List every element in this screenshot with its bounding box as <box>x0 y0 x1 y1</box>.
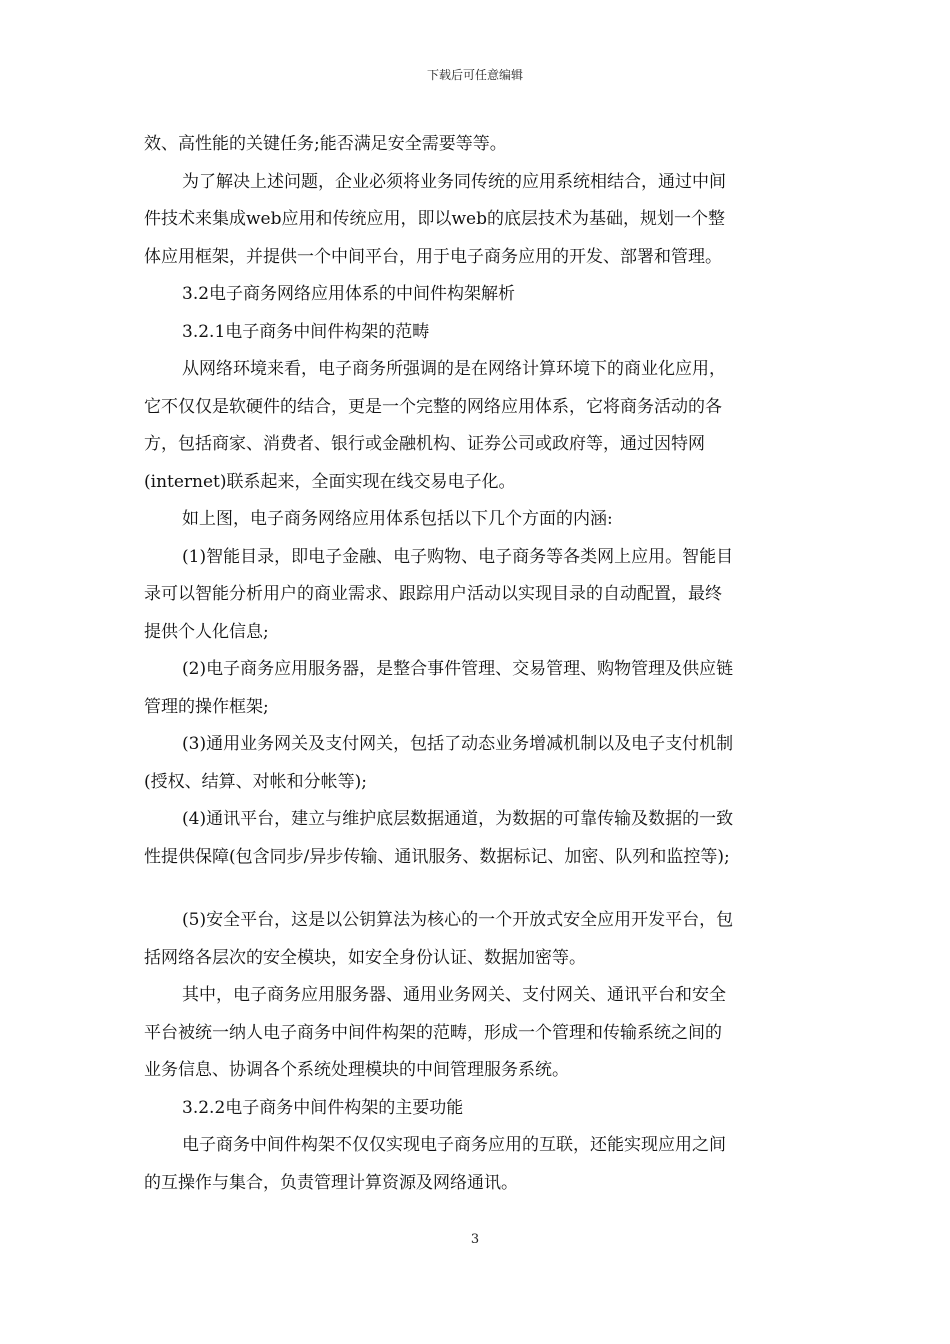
paragraph-line: (internet)联系起来，全面实现在线交易电子化。 <box>144 471 516 492</box>
paragraph-line: 从网络环境来看，电子商务所强调的是在网络计算环境下的商业化应用， <box>182 359 726 379</box>
list-item-line: (2)电子商务应用服务器，是整合事件管理、交易管理、购物管理及供应链 <box>182 659 734 679</box>
paragraph-line: 它不仅仅是软硬件的结合，更是一个完整的网络应用体系，它将商务活动的各 <box>144 396 722 417</box>
paragraph-line: 的互操作与集合，负责管理计算资源及网络通讯。 <box>144 1172 518 1193</box>
list-item-line: 性提供保障(包含同步/异步传输、通讯服务、数据标记、加密、队列和监控等); <box>144 846 730 867</box>
subsection-heading: 3.2.1电子商务中间件构架的范畴 <box>182 321 430 342</box>
paragraph-line: 为了解决上述问题，企业必须将业务同传统的应用系统相结合，通过中间 <box>182 171 726 192</box>
list-item-line: (4)通讯平台，建立与维护底层数据通道，为数据的可靠传输及数据的一致 <box>182 809 734 829</box>
paragraph-line: 其中，电子商务应用服务器、通用业务网关、支付网关、通讯平台和安全 <box>182 985 726 1005</box>
blank-space <box>144 876 810 902</box>
list-item-line: (3)通用业务网关及支付网关，包括了动态业务增减机制以及电子支付机制 <box>182 734 734 754</box>
list-item-line: (5)安全平台，这是以公钥算法为核心的一个开放式安全应用开发平台，包 <box>182 910 734 930</box>
page-header: 下载后可任意编辑 <box>426 68 523 82</box>
paragraph-line: 电子商务中间件构架不仅仅实现电子商务应用的互联，还能实现应用之间 <box>182 1135 726 1155</box>
list-item-line: (授权、结算、对帐和分帐等); <box>144 771 367 792</box>
paragraph-line: 业务信息、协调各个系统处理模块的中间管理服务系统。 <box>144 1060 569 1080</box>
paragraph-line: 效、高性能的关键任务;能否满足安全需要等等。 <box>144 134 507 154</box>
page-number: 3 <box>470 1232 480 1247</box>
list-item-line: 提供个人化信息; <box>144 621 269 642</box>
subsection-heading: 3.2.2电子商务中间件构架的主要功能 <box>182 1097 464 1118</box>
list-item-line: 录可以智能分析用户的商业需求、跟踪用户活动以实现目录的自动配置，最终 <box>144 584 722 604</box>
document-body <box>144 126 810 1202</box>
list-item-line: 括网络各层次的安全模块，如安全身份认证、数据加密等。 <box>144 947 586 968</box>
paragraph-line: 如上图，电子商务网络应用体系包括以下几个方面的内涵: <box>182 509 613 529</box>
paragraph-line: 方，包括商家、消费者、银行或金融机构、证券公司或政府等，通过因特网 <box>144 434 705 454</box>
paragraph-line: 件技术来集成web应用和传统应用，即以web的底层技术为基础，规划一个整 <box>144 209 725 229</box>
list-item-line: 管理的操作框架; <box>144 696 269 717</box>
paragraph-line: 平台被统一纳人电子商务中间件构架的范畴，形成一个管理和传输系统之间的 <box>144 1022 722 1043</box>
section-heading: 3.2电子商务网络应用体系的中间件构架解析 <box>182 284 516 304</box>
list-item-line: (1)智能目录，即电子金融、电子购物、电子商务等各类网上应用。智能目 <box>182 546 734 567</box>
paragraph-line: 体应用框架，并提供一个中间平台，用于电子商务应用的开发、部署和管理。 <box>144 246 722 267</box>
